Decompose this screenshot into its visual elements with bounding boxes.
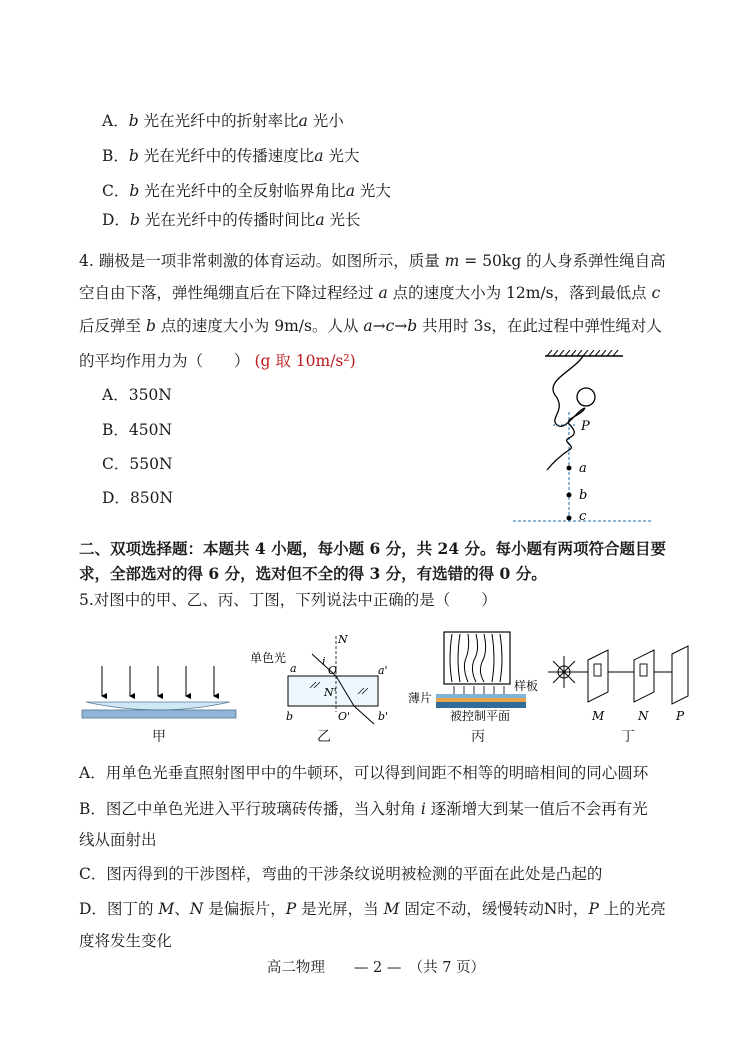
q5-option-c: C．图丙得到的干涉图样，弯曲的干涉条纹说明被检测的平面在此处是凸起的 (79, 865, 603, 883)
svg-text:N: N (638, 709, 649, 723)
q3-option-a: A．b 光在光纤中的折射率比a 光小 (102, 112, 344, 130)
q4-stem-line3: 后反弹至 b 点的速度大小为 9m/s。人从 a→c→b 共用时 3s，在此过程中弹性绳对人 (79, 317, 662, 335)
q4-stem-line2: 空自由下落，弹性绳绷直后在下降过程经过 a 点的速度大小为 12m/s，落到最低点 c (79, 284, 661, 302)
figure-jia (80, 662, 238, 722)
q5-option-d-line2: 度将发生变化 (79, 932, 173, 950)
point-c (567, 516, 572, 521)
svg-text:b: b (286, 710, 294, 723)
svg-text:P: P (676, 709, 685, 723)
bungee-figure (505, 350, 665, 530)
svg-text:a: a (290, 662, 297, 675)
caption-yi: 乙 (317, 729, 331, 745)
q3-option-d: D．b 光在光纤中的传播时间比a 光长 (102, 211, 361, 229)
q4-option-b: B．450N (102, 421, 173, 439)
q4-stem-line4: 的平均作用力为（ ） (g 取 10m/s²) (79, 352, 356, 370)
svg-text:薄片: 薄片 (408, 691, 433, 705)
caption-ding: 丁 (621, 729, 635, 745)
svg-text:O': O' (338, 710, 351, 723)
svg-text:单色光: 单色光 (250, 651, 287, 665)
q4-stem-line1: 4. 蹦极是一项非常刺激的体育运动。如图所示，质量 m = 50kg 的人身系弹性绳自高 (79, 252, 666, 270)
label-b: b (579, 488, 588, 503)
jumper-head (577, 388, 595, 406)
q3-option-c: C．b 光在光纤中的全反射临界角比a 光大 (102, 182, 391, 200)
svg-text:N: N (338, 633, 348, 646)
label-c: c (579, 509, 587, 524)
svg-text:a': a' (378, 664, 388, 677)
figure-ding (548, 634, 694, 724)
figure-yi (250, 632, 400, 726)
svg-text:被控制平面: 被控制平面 (450, 709, 511, 722)
caption-jia: 甲 (152, 729, 166, 745)
q5-option-a: A．用单色光垂直照射图甲中的牛顿环，可以得到间距不相等的明暗相间的同心圆环 (79, 764, 649, 782)
svg-text:M: M (592, 709, 605, 723)
q5-option-b-line1: B．图乙中单色光进入平行玻璃砖传播，当入射角 i 逐渐增大到某一值后不会再有光 (79, 800, 648, 818)
q4-hint: (g 取 10m/s²) (254, 352, 356, 370)
q4-option-d: D．850N (102, 489, 174, 507)
q5-option-d-line1: D．图丁的 M、N 是偏振片，P 是光屏，当 M 固定不动，缓慢转动N时，P 上的光亮 (79, 900, 666, 918)
label-p: P (581, 419, 590, 434)
q4-option-a: A．350N (102, 386, 172, 404)
svg-text:b': b' (378, 710, 389, 723)
section2-heading-line1: 二、双项选择题：本题共 4 小题，每小题 6 分，共 24 分。每小题有两项符合题目要 (79, 539, 667, 558)
svg-text:样板: 样板 (514, 679, 539, 693)
svg-text:N': N' (324, 686, 337, 699)
point-a (567, 466, 572, 471)
figure-bing (406, 628, 548, 722)
label-a: a (579, 461, 587, 476)
q4-option-c: C．550N (102, 455, 173, 473)
svg-text:i: i (322, 655, 326, 668)
point-b (567, 493, 572, 498)
page-footer: 高二物理 — 2 — （共 7 页） (266, 960, 486, 976)
svg-text:O: O (328, 664, 338, 677)
section2-heading-line2: 求，全部选对的得 6 分，选对但不全的得 3 分，有选错的得 0 分。 (79, 564, 547, 583)
q5-option-b-line2: 线从面射出 (79, 831, 157, 849)
caption-bing: 丙 (471, 729, 485, 745)
q3-option-b: B．b 光在光纤中的传播速度比a 光大 (102, 147, 360, 165)
q5-stem: 5.对图中的甲、乙、丙、丁图，下列说法中正确的是（ ） (79, 591, 497, 609)
